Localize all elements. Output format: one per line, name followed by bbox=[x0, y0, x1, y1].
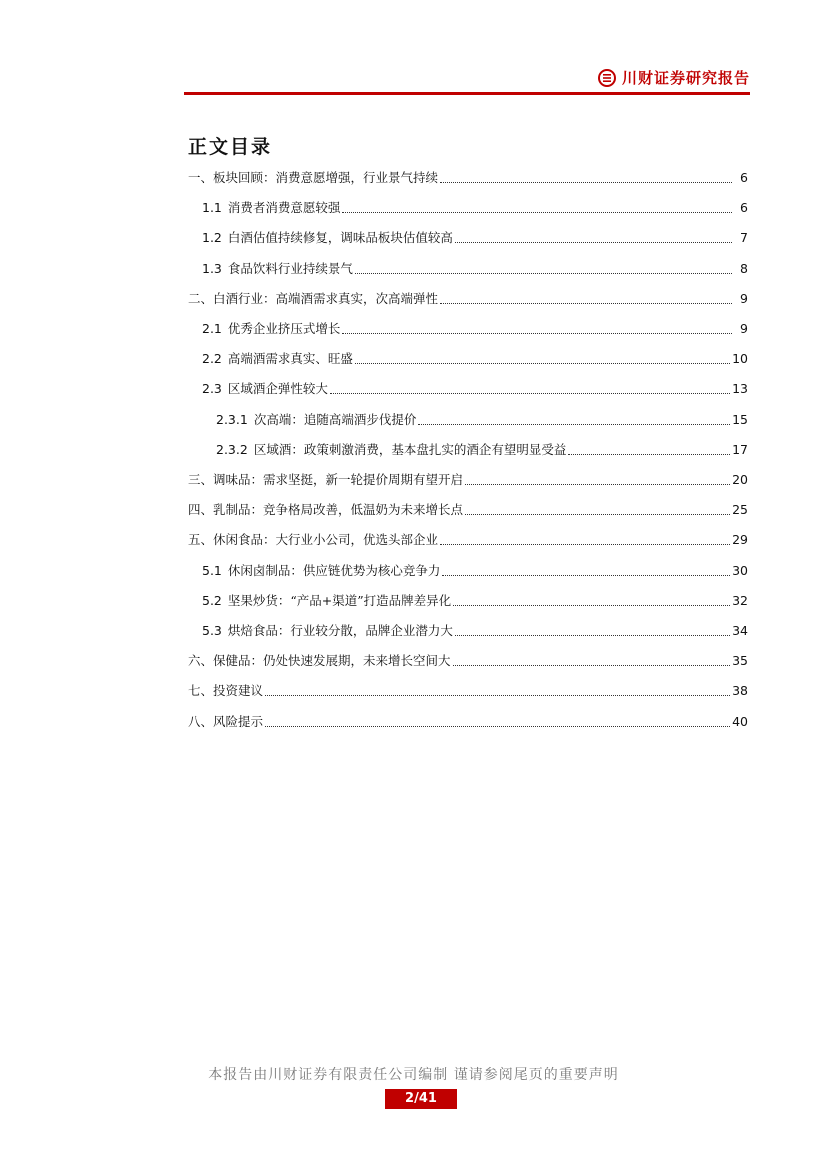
toc-entry-label: 白酒估值持续修复，调味品板块估值较高 bbox=[227, 230, 453, 246]
toc-entry-label: 八、风险提示 bbox=[188, 713, 264, 729]
toc-entry-label: 食品饮料行业持续景气 bbox=[227, 260, 353, 276]
toc-entry-number: 5.2 bbox=[202, 592, 222, 608]
toc-entry[interactable] bbox=[202, 621, 748, 641]
toc-dot-leader bbox=[355, 362, 730, 364]
toc-dot-leader bbox=[568, 453, 730, 455]
toc-entry-page: 17 bbox=[732, 441, 748, 457]
toc-dot-leader bbox=[342, 332, 732, 334]
toc-entry-number: 2.3.1 bbox=[216, 411, 248, 427]
toc-entry-number: 1.3 bbox=[202, 260, 222, 276]
toc-entry-label: 区域酒企弹性较大 bbox=[227, 381, 328, 397]
toc-entry-page: 6 bbox=[740, 200, 748, 216]
toc-entry-label: 四、乳制品：竞争格局改善，低温奶为未来增长点 bbox=[188, 502, 464, 518]
brand-name: 川财证券研究报告 bbox=[621, 69, 750, 87]
toc-entry[interactable] bbox=[188, 289, 748, 309]
toc-entry[interactable] bbox=[188, 168, 748, 188]
toc-entry[interactable] bbox=[202, 198, 748, 218]
toc-entry-label: 休闲卤制品：供应链优势为核心竞争力 bbox=[227, 562, 441, 578]
toc-entry-label: 六、保健品：仍处快速发展期，未来增长空间大 bbox=[188, 653, 451, 669]
toc-entry-number: 2.2 bbox=[202, 351, 222, 367]
toc-entry-page: 10 bbox=[732, 351, 748, 367]
toc-entry-label: 二、白酒行业：高端酒需求真实，次高端弹性 bbox=[188, 290, 439, 306]
toc-entry-label: 次高端：追随高端酒步伐提价 bbox=[253, 411, 417, 427]
toc-entry-page: 32 bbox=[732, 592, 748, 608]
toc-dot-leader bbox=[455, 241, 732, 243]
toc-dot-leader bbox=[265, 694, 730, 696]
toc-entry-page: 35 bbox=[732, 653, 748, 669]
toc-dot-leader bbox=[418, 423, 730, 425]
toc-dot-leader bbox=[342, 211, 732, 213]
toc-entry[interactable] bbox=[202, 591, 748, 611]
toc-entry[interactable] bbox=[202, 349, 748, 369]
toc-entry[interactable] bbox=[202, 259, 748, 279]
toc-entry[interactable] bbox=[188, 681, 748, 701]
toc-entry[interactable] bbox=[216, 410, 748, 430]
report-header bbox=[184, 62, 750, 92]
toc-entry-number: 2.1 bbox=[202, 321, 222, 336]
chuancai-logo-icon bbox=[598, 69, 616, 87]
toc-entry-page: 20 bbox=[732, 472, 748, 487]
page-number-badge: 2/41 bbox=[385, 1089, 457, 1109]
toc-entry-number: 5.3 bbox=[202, 623, 222, 638]
toc-entry-label: 五、休闲食品：大行业小公司，优选头部企业 bbox=[188, 532, 439, 548]
toc-dot-leader bbox=[440, 302, 732, 304]
toc-entry[interactable] bbox=[188, 712, 748, 732]
toc-entry-page: 34 bbox=[732, 623, 748, 638]
toc-dot-leader bbox=[453, 664, 731, 666]
toc-entry-page: 6 bbox=[740, 170, 748, 185]
toc-entry[interactable] bbox=[188, 651, 748, 671]
toc-entry-number: 1.2 bbox=[202, 230, 222, 246]
toc-entry[interactable] bbox=[216, 440, 748, 460]
toc-entry[interactable] bbox=[188, 500, 748, 520]
toc-dot-leader bbox=[330, 392, 730, 394]
toc-entry[interactable] bbox=[202, 228, 748, 248]
toc-entry-page: 15 bbox=[732, 411, 748, 427]
toc-entry-label: 消费者消费意愿较强 bbox=[227, 200, 341, 216]
toc-entry-page: 38 bbox=[732, 683, 748, 699]
toc-entry-page: 13 bbox=[732, 381, 748, 397]
toc-entry-number: 2.3 bbox=[202, 381, 222, 397]
toc-entry-page: 7 bbox=[740, 230, 748, 246]
toc-entry-label: 高端酒需求真实、旺盛 bbox=[227, 351, 353, 367]
toc-dot-leader bbox=[442, 574, 730, 576]
toc-entry[interactable] bbox=[202, 561, 748, 581]
toc-entry-page: 8 bbox=[740, 260, 748, 276]
toc-dot-leader bbox=[355, 272, 732, 274]
toc-dot-leader bbox=[455, 634, 730, 636]
toc-entry-number: 5.1 bbox=[202, 562, 222, 578]
toc-entry-label: 七、投资建议 bbox=[188, 683, 264, 699]
toc-dot-leader bbox=[465, 483, 730, 485]
toc-entry[interactable] bbox=[202, 319, 748, 339]
toc-dot-leader bbox=[265, 725, 730, 727]
toc-entry-label: 一、板块回顾：消费意愿增强，行业景气持续 bbox=[188, 170, 439, 185]
toc-dot-leader bbox=[440, 543, 730, 545]
toc-entry-page: 29 bbox=[732, 532, 748, 548]
toc-entry-number: 2.3.2 bbox=[216, 441, 248, 457]
toc-entry[interactable] bbox=[202, 379, 748, 399]
toc-entry-label: 烘焙食品：行业较分散，品牌企业潜力大 bbox=[227, 623, 453, 638]
toc-entry-label: 坚果炒货：“产品+渠道”打造品牌差异化 bbox=[227, 592, 452, 608]
toc-entry-label: 区域酒：政策刺激消费，基本盘扎实的酒企有望明显受益 bbox=[253, 441, 567, 457]
toc-entry-number: 1.1 bbox=[202, 200, 222, 216]
toc-entry-page: 25 bbox=[732, 502, 748, 518]
toc-title: 正文目录 bbox=[188, 136, 273, 158]
toc-dot-leader bbox=[465, 513, 730, 515]
footer-disclaimer: 本报告由川财证券有限责任公司编制 谨请参阅尾页的重要声明 bbox=[208, 1067, 619, 1083]
toc-dot-leader bbox=[440, 181, 732, 183]
toc-dot-leader bbox=[453, 604, 730, 606]
toc-entry[interactable] bbox=[188, 530, 748, 550]
toc-entry[interactable] bbox=[188, 470, 748, 490]
toc-entry-page: 9 bbox=[740, 321, 748, 336]
brand bbox=[598, 67, 750, 88]
toc-entry-label: 三、调味品：需求坚挺，新一轮提价周期有望开启 bbox=[188, 472, 464, 487]
toc-entry-page: 30 bbox=[732, 562, 748, 578]
toc-entry-page: 40 bbox=[732, 713, 748, 729]
toc-entry-label: 优秀企业挤压式增长 bbox=[227, 321, 341, 336]
toc-entry-page: 9 bbox=[740, 290, 748, 306]
header-divider bbox=[184, 92, 750, 95]
